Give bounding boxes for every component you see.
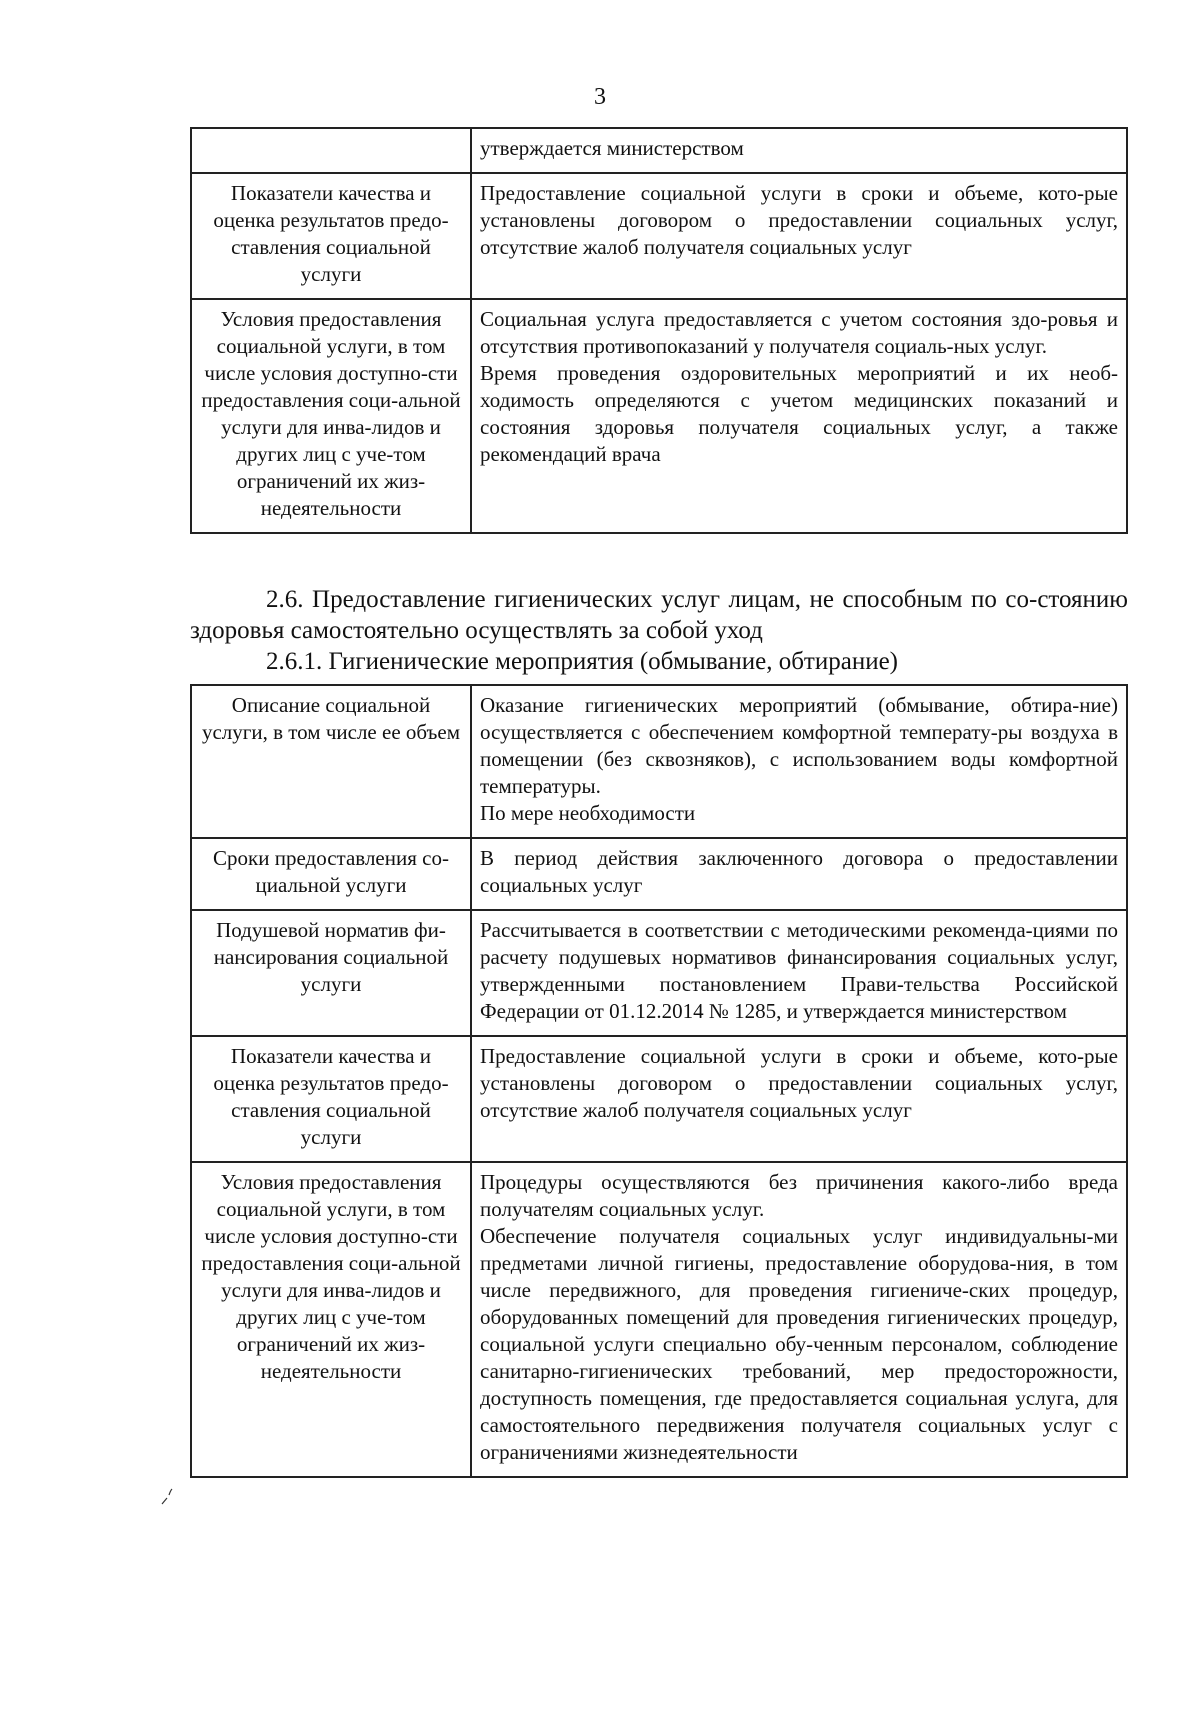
row-value — [471, 173, 1127, 299]
table-row — [191, 173, 1127, 299]
table-top-body — [191, 128, 1127, 533]
table-bottom-body — [191, 685, 1127, 1477]
value-paragraph: По мере необходимости — [480, 801, 696, 825]
table-row — [191, 838, 1127, 910]
value-paragraph: Предоставление социальной услуги в сроки и объеме, кото-рые установлены договором о предоставлении социальных услуг, отсутствие жалоб получателя социальных услуг — [480, 181, 1118, 259]
row-label: Условия предоставления социальной услуги, в том числе условия доступно-сти предоставления соци-альной услуги для инва-лидов и других лиц с уче-том ограничений их жиз-недеятельности — [191, 299, 471, 533]
section-heading: 2.6. Предоставление гигиенических услуг лицам, не способным по со-стоянию здоровья самостоятельно осуществлять за собой уход — [190, 586, 1128, 644]
value-paragraph: В период действия заключенного договора о предоставлении социальных услуг — [480, 846, 1118, 897]
pen-mark-icon — [160, 1487, 174, 1505]
row-label: Показатели качества и оценка результатов предо-ставления социальной услуги — [191, 1036, 471, 1162]
table-row — [191, 685, 1127, 838]
service-table-continued — [190, 127, 1128, 534]
row-value — [471, 685, 1127, 838]
table-row — [191, 910, 1127, 1036]
page-number: 3 — [594, 84, 606, 110]
table-row — [191, 299, 1127, 533]
row-value — [471, 910, 1127, 1036]
value-paragraph: Обеспечение получателя социальных услуг индивидуальны-ми предметами личной гигиены, предоставление оборудова-ния, в том числе передвижного, для проведения гигиениче-ских процедур, оборудованных помещений для проведения гигиенических процедур, социальной услуги специально обу-ченным персоналом, соблюдение санитарно-гигиенических требований, мер предосторожности, доступность помещения, где предоставляется социальная услуга, для самостоятельного передвижения получателя социальных услуг с ограничениями жизнедеятельности — [480, 1224, 1118, 1464]
value-paragraph: Предоставление социальной услуги в сроки и объеме, кото-рые установлены договором о предоставлении социальных услуг, отсутствие жалоб получателя социальных услуг — [480, 1044, 1118, 1122]
row-label: Сроки предоставления со-циальной услуги — [191, 838, 471, 910]
row-label — [191, 128, 471, 173]
row-label: Показатели качества и оценка результатов предо-ставления социальной услуги — [191, 173, 471, 299]
row-value — [471, 128, 1127, 173]
row-value — [471, 838, 1127, 910]
row-label: Описание социальной услуги, в том числе ее объем — [191, 685, 471, 838]
row-value — [471, 299, 1127, 533]
value-paragraph: Рассчитывается в соответствии с методическими рекоменда-циями по расчету подушевых нормативов финансирования социальных услуг, утвержденными постановлением Прави-тельства Российской Федерации от 01.12.2014 № 1285, и утверждается министерством — [480, 918, 1118, 1023]
table-row — [191, 1162, 1127, 1477]
row-label: Условия предоставления социальной услуги, в том числе условия доступно-сти предоставления соци-альной услуги для инва-лидов и других лиц с уче-том ограничений их жиз-недеятельности — [191, 1162, 471, 1477]
value-paragraph: Социальная услуга предоставляется с учетом состояния здо-ровья и отсутствия противопоказаний у получателя социаль-ных услуг. — [480, 307, 1118, 358]
value-paragraph: Время проведения оздоровительных мероприятий и их необ-ходимость определяются с учетом медицинских показаний и состояния здоровья получателя социальных услуг, а также рекомендаций врача — [480, 361, 1118, 466]
table-row — [191, 128, 1127, 173]
row-value — [471, 1162, 1127, 1477]
value-paragraph: утверждается министерством — [480, 136, 744, 160]
row-value — [471, 1036, 1127, 1162]
service-table-hygiene — [190, 684, 1128, 1478]
value-paragraph: Процедуры осуществляются без причинения какого-либо вреда получателям социальных услуг. — [480, 1170, 1118, 1221]
value-paragraph: Оказание гигиенических мероприятий (обмывание, обтира-ние) осуществляется с обеспечением комфортной температу-ры воздуха в помещении (без сквозняков), с использованием воды комфортной температуры. — [480, 693, 1118, 798]
row-label: Подушевой норматив фи-нансирования социальной услуги — [191, 910, 471, 1036]
subsection-heading: 2.6.1. Гигиенические мероприятия (обмывание, обтирание) — [266, 648, 898, 675]
table-row — [191, 1036, 1127, 1162]
